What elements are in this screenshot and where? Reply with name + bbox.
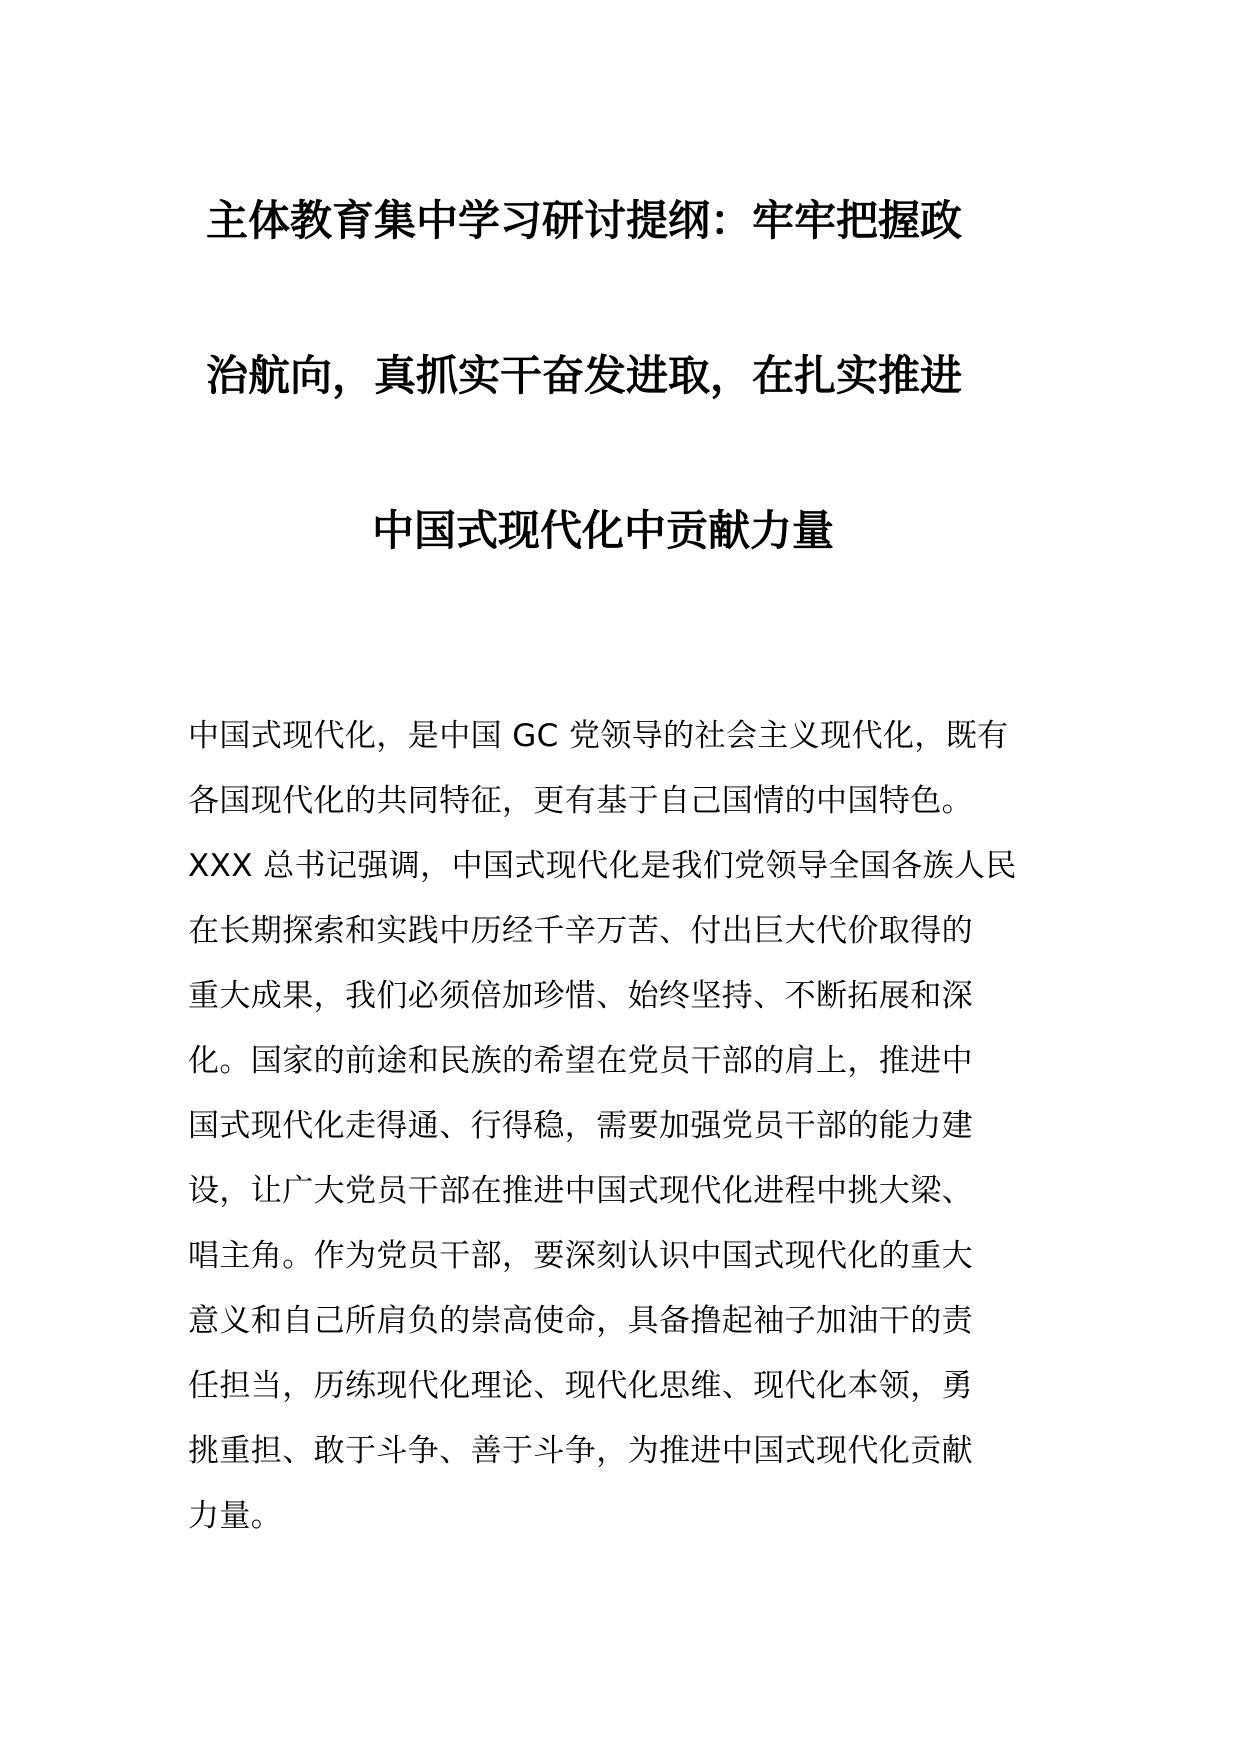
body-line: XXX 总书记强调，中国式现代化是我们党领导全国各族人民 bbox=[188, 848, 1017, 884]
body-line: 设，让广大党员干部在推进中国式现代化进程中挑大梁、 bbox=[188, 1173, 973, 1209]
body-line: 唱主角。作为党员干部，要深刻认识中国式现代化的重大 bbox=[188, 1238, 973, 1274]
body-line: 意义和自己所肩负的崇高使命，具备撸起袖子加油干的责 bbox=[188, 1303, 973, 1339]
title-line: 中国式现代化中贡献力量 bbox=[372, 506, 835, 555]
body-line: 国式现代化走得通、行得稳，需要加强党员干部的能力建 bbox=[188, 1108, 973, 1144]
body-line: 中国式现代化，是中国 GC 党领导的社会主义现代化，既有 bbox=[188, 718, 1009, 754]
body-line: 力量。 bbox=[188, 1498, 283, 1534]
body-line: 重大成果，我们必须倍加珍惜、始终坚持、不断拓展和深 bbox=[188, 978, 973, 1014]
body-line: 各国现代化的共同特征，更有基于自己国情的中国特色。 bbox=[188, 783, 973, 819]
body-paragraph bbox=[188, 704, 1068, 1549]
body-line: 在长期探索和实践中历经千辛万苦、付出巨大代价取得的 bbox=[188, 913, 973, 949]
body-line: 化。国家的前途和民族的希望在党员干部的肩上，推进中 bbox=[188, 1043, 973, 1079]
body-line: 挑重担、敢于斗争、善于斗争，为推进中国式现代化贡献 bbox=[188, 1433, 973, 1469]
body-line: 任担当，历练现代化理论、现代化思维、现代化本领，勇 bbox=[188, 1368, 973, 1404]
title-line: 主体教育集中学习研讨提纲：牢牢把握政 bbox=[206, 196, 963, 245]
title-line: 治航向，真抓实干奋发进取，在扎实推进 bbox=[206, 351, 963, 400]
